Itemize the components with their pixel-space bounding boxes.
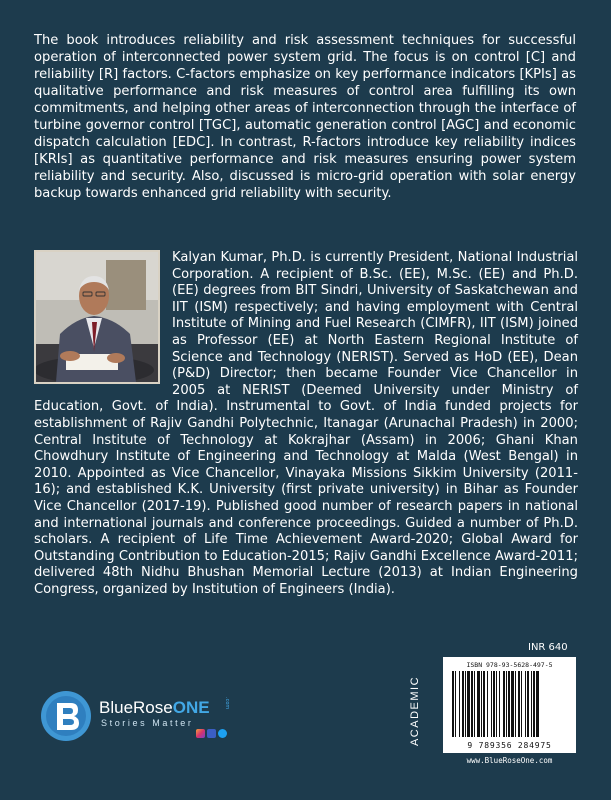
publisher-name-one: ONE <box>172 698 210 717</box>
publisher-name <box>99 698 210 718</box>
book-description: The book introduces reliability and risk assessment techniques for successful operation of interconnected power system grid. The focus is on control [C] and reliability [R] factors. C-factors emphasize on key performance indicators [KPIs] as qualitative performance and risk measures of control area fulfilling its own commitments, and helping other areas of interconnection through the interface of turbine governor control [TGC], automatic generation control [AGC] and economic dispatch calculation [EDC]. In contrast, R-factors introduce key reliability indices [KRIs] as quantitative performance and risk measures ensuring power system reliability and security. Also, discussed is micro-grid operation with solar energy backup towards enhanced grid reliability with security. <box>34 33 576 201</box>
author-bio-text: Kalyan Kumar, Ph.D. is currently President, National Industrial Corporation. A recipient of B.Sc. (EE), M.Sc. (EE) and Ph.D. (EE) degrees from BIT Sindri, University of Saskatchewan and IIT (ISM) respectively; and having employment with Central Institute of Mining and Fuel Research (CIMFR), IIT (ISM) joined as Professor (EE) at North Eastern Regional Institute of Science and Technology (NERIST). Served as HoD (EE), Dean (P&D) Director; then became Founder Vice Chancellor in 2005 at NERIST (Deemed University under Ministry of Education, Govt. of India). Instrumental to Govt. of India funded projects for establishment of Rajiv Gandhi Polytechnic, Itanagar (Arunachal Pradesh) in 2000; Central Institute of Technology at Kokrajhar (Assam) in 2006; Ghani Khan Chowdhury Institute of Engineering and Technology at Malda (West Bengal) in 2010. Appointed as Vice Chancellor, Vinayaka Missions Sikkim University (2011-16); and established K.K. University (first private university) in Bihar as Founder Vice Chancellor (2017-19). Published good number of research papers in national and international journals and conference proceedings. Guided a number of Ph.D. scholars. A recipient of Life Time Achievement Award-2020; Global Award for Outstanding Contribution to Education-2015; Rajiv Gandhi Excellence Award-2011; delivered 48th Nidhu Bhushan Memorial Lecture (2013) at Indian Engineering Congress, organized by Institution of Engineers (India). <box>34 250 578 597</box>
publisher-website: www.BlueRoseOne.com <box>466 756 553 765</box>
price-label: INR 640 <box>528 642 568 653</box>
social-icons <box>196 729 227 738</box>
isbn-barcode <box>443 657 576 753</box>
category-text: ACADEMIC <box>409 675 421 746</box>
facebook-icon <box>207 729 216 738</box>
category-label <box>404 668 426 753</box>
instagram-icon <box>196 729 205 738</box>
publisher-name-main: BlueRose <box>99 698 173 717</box>
isbn-number: 9 789356 284975 <box>467 741 552 750</box>
author-photo <box>34 250 160 384</box>
publisher-dotcom: .com <box>224 697 230 710</box>
author-bio-section <box>34 250 578 598</box>
barcode-bars <box>452 671 567 737</box>
publisher-tagline: Stories Matter <box>101 718 194 728</box>
bluerose-logo-icon <box>40 690 92 742</box>
twitter-icon <box>218 729 227 738</box>
isbn-label: ISBN 978-93-5628-497-5 <box>466 661 553 669</box>
